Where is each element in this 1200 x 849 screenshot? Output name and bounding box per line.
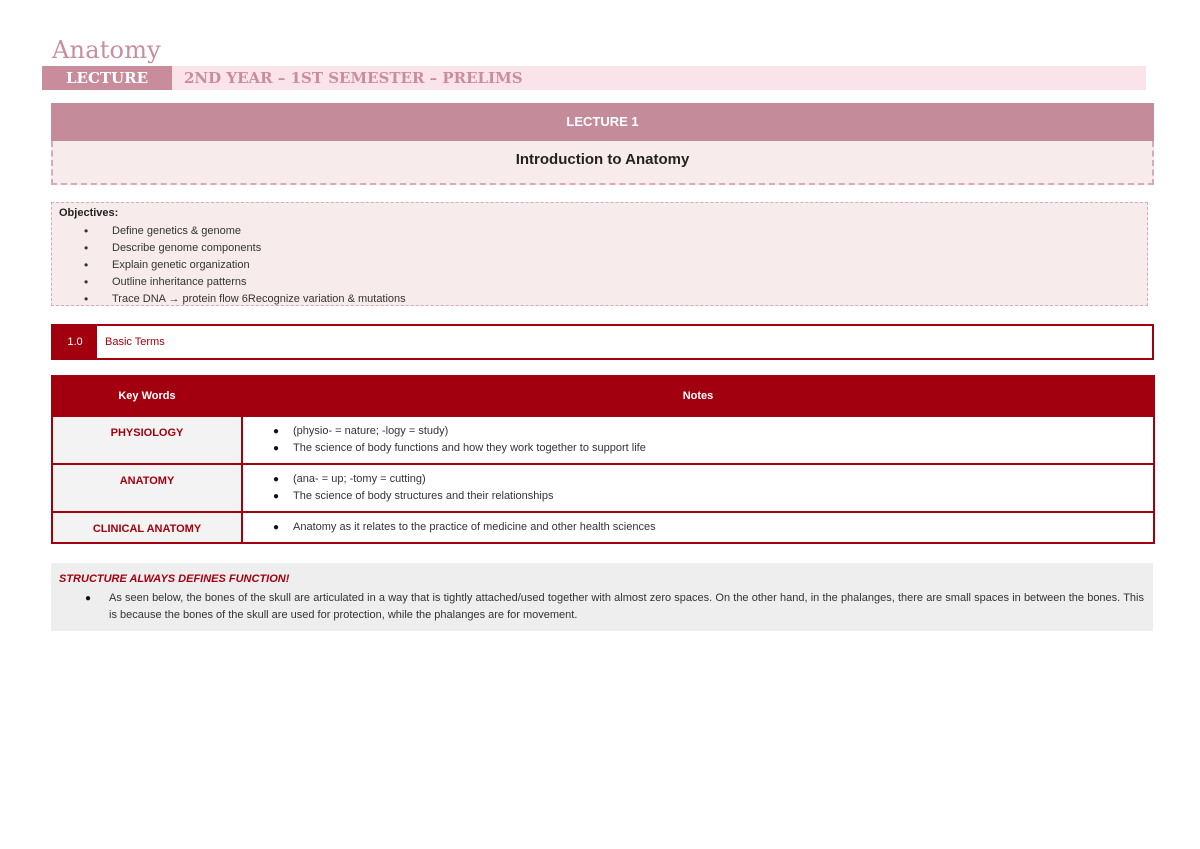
table-header-row — [52, 376, 1154, 416]
header-tag: LECTURE — [42, 66, 172, 90]
note-item: ● Anatomy as it relates to the practice of medicine and other health sciences — [273, 519, 1153, 536]
header-subtitle: 2ND YEAR – 1ST SEMESTER – PRELIMS — [184, 69, 523, 87]
objective-item: • Define genetics & genome — [84, 223, 406, 240]
table-row — [52, 416, 1154, 464]
notes-cell — [242, 416, 1154, 464]
keyword-cell: PHYSIOLOGY — [52, 416, 242, 464]
notes-cell — [242, 464, 1154, 512]
note-item: ● (physio- = nature; -logy = study) — [273, 423, 1153, 440]
highlight-box — [51, 563, 1153, 631]
objectives-list — [84, 223, 406, 308]
section-title: Basic Terms — [105, 336, 165, 348]
keyword-cell: ANATOMY — [52, 464, 242, 512]
highlight-body: As seen below, the bones of the skull are articulated in a way that is tightly attached/used together with almost zero spaces. On the other hand, in the phalanges, there are small spaces in between the bones. This is because the bones of the skull are used for protection, while the phalanges are for movement. — [109, 592, 1144, 621]
notes-cell — [242, 512, 1154, 543]
section-number: 1.0 — [53, 326, 97, 358]
section-header — [51, 324, 1154, 360]
lecture-title: Introduction to Anatomy — [51, 141, 1154, 185]
objectives-box — [51, 202, 1148, 306]
objective-item: • Explain genetic organization — [84, 257, 406, 274]
objective-item: • Trace DNA → protein flow 6Recognize variation & mutations — [84, 291, 406, 308]
table-row — [52, 464, 1154, 512]
column-header-keywords: Key Words — [52, 376, 242, 416]
note-item: ● (ana- = up; -tomy = cutting) — [273, 471, 1153, 488]
keyword-cell: CLINICAL ANATOMY — [52, 512, 242, 543]
objective-item: • Outline inheritance patterns — [84, 274, 406, 291]
note-item: ● The science of body functions and how they work together to support life — [273, 440, 1153, 457]
highlight-heading: STRUCTURE ALWAYS DEFINES FUNCTION! — [59, 573, 290, 585]
lecture-number: LECTURE 1 — [51, 103, 1154, 141]
note-item: ● The science of body structures and their relationships — [273, 488, 1153, 505]
objectives-title: Objectives: — [59, 207, 119, 219]
column-header-notes: Notes — [242, 376, 1154, 416]
terms-table — [51, 375, 1155, 544]
bullet-icon: ● — [85, 593, 92, 604]
objective-item: • Describe genome components — [84, 240, 406, 257]
table-row — [52, 512, 1154, 543]
subject-title: Anatomy — [52, 36, 161, 64]
